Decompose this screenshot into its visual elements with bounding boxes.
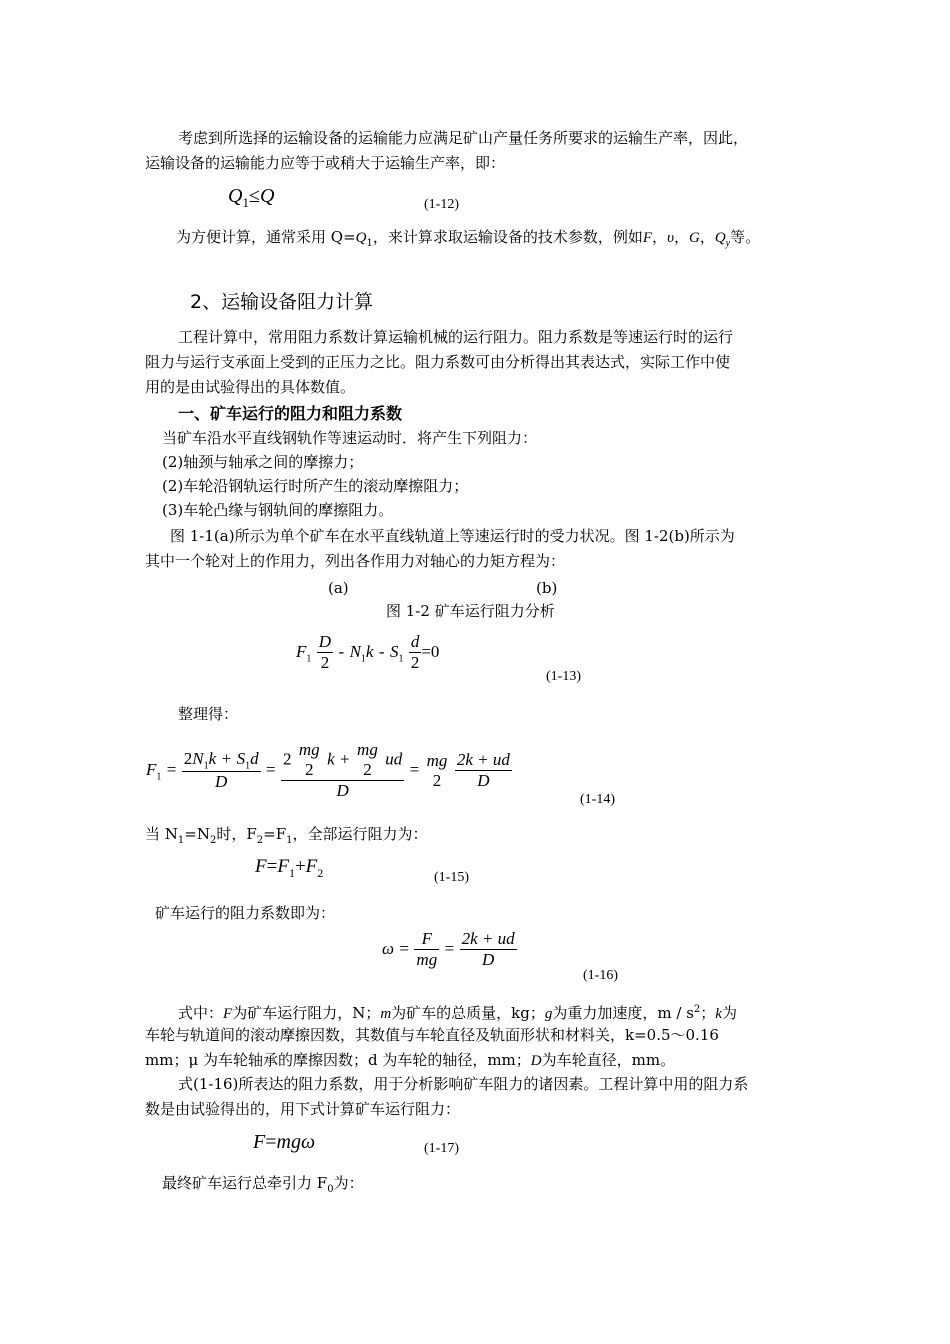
paragraph-line: 其中一个轮对上的作用力，列出各作用力对轴心的力矩方程为： — [145, 552, 566, 570]
equation-1-16: ω = $\frac{F}{mg}$ = $\frac{2k + ud}{D}$ — [382, 929, 515, 969]
equation-1-12: $Q_1\le Q$ — [228, 185, 275, 210]
list-item: (2)车轮沿钢轨运行时所产生的滚动摩擦阻力； — [162, 477, 469, 495]
equation-number: (1-17) — [424, 1141, 459, 1156]
paragraph-line: 整理得： — [178, 705, 239, 723]
paragraph-line: 当矿车沿水平直线钢轨作等速运动时．将产生下列阻力： — [162, 429, 538, 447]
paragraph-line: 最终矿车运行总牵引力 $F_0$为： — [162, 1174, 364, 1195]
equation-number: (1-13) — [546, 669, 581, 684]
paragraph-line: 车轮与轨道间的滚动摩擦因数，其数值与车轮直径及轨面形状和材料关，k=0.5～0.16 — [145, 1026, 719, 1044]
subsection-title: 一、矿车运行的阻力和阻力系数 — [178, 404, 403, 423]
equation-number: (1-14) — [580, 792, 615, 807]
paragraph-line: 当 $N_1=N_2$时，$F_2=F_1$，全部运行阻力为： — [145, 825, 428, 846]
list-item: (2)轴颈与轴承之间的摩擦力； — [162, 453, 364, 471]
paragraph-line: 图 1-1(a)所示为单个矿车在水平直线轨道上等速运行时的受力状况。图 1-2(b)所示为 — [170, 527, 735, 545]
figure-label-a: (a) — [328, 579, 349, 597]
section-title: 2、运输设备阻力计算 — [190, 291, 374, 313]
paragraph-line: 用的是由试验得出的具体数值。 — [145, 378, 356, 396]
paragraph-line: 式(1-16)所表达的阻力系数，用于分析影响矿车阻力的诸因素。工程计算中用的阻力系 — [178, 1075, 749, 1093]
figure-label-b: (b) — [536, 579, 558, 597]
figure-caption: 图 1-2 矿车运行阻力分析 — [386, 602, 555, 620]
paragraph-line: 式中：F为矿车运行阻力，N；m为矿车的总质量，kg；g为重力加速度，m / $s^2$；k为 — [178, 1004, 737, 1022]
equation-1-14: $F_1$ = $\frac{2N_1k + S_1d}{D}$ = 2 mg 2 k + mg 2 ud D = mg 2 $\frac{2k + ud}{D}$ — [146, 740, 510, 800]
paragraph-line: 为方便计算，通常采用 $Q=Q_1$，来计算求取运输设备的技术参数，例如F，υ，G，$Q_y$等。 — [176, 228, 761, 249]
equation-1-15: $F=F_1+F_2$ — [255, 856, 324, 880]
list-item: (3)车轮凸缘与钢轨间的摩擦阻力。 — [162, 501, 394, 519]
paragraph-line: 考虑到所选择的运输设备的运输能力应满足矿山产量任务所要求的运输生产率，因此， — [178, 129, 749, 147]
equation-1-17: F=mgω — [253, 1131, 316, 1153]
paragraph-line: 工程计算中，常用阻力系数计算运输机械的运行阻力。阻力系数是等速运行时的运行 — [178, 328, 734, 346]
equation-1-13: $F_1$ $\frac{D}{2}$ - $N_1k - S_1$ $\frac{d}{2}$ =0 — [296, 632, 440, 672]
paragraph-line: 数是由试验得出的，用下式计算矿车运行阻力： — [145, 1100, 461, 1118]
paragraph-line: mm；μ 为车轮轴承的摩擦因数；d 为车轮的轴径，mm；D为车轮直径，mm。 — [145, 1051, 676, 1069]
equation-number: (1-12) — [424, 197, 459, 212]
paragraph-line: 阻力与运行支承面上受到的正压力之比。阻力系数可由分析得出其表达式，实际工作中使 — [145, 353, 731, 371]
equation-number: (1-15) — [434, 870, 469, 885]
paragraph-line: 运输设备的运输能力应等于或稍大于运输生产率，即： — [145, 154, 506, 172]
paragraph-line: 矿车运行的阻力系数即为： — [155, 904, 336, 922]
equation-number: (1-16) — [583, 968, 618, 983]
